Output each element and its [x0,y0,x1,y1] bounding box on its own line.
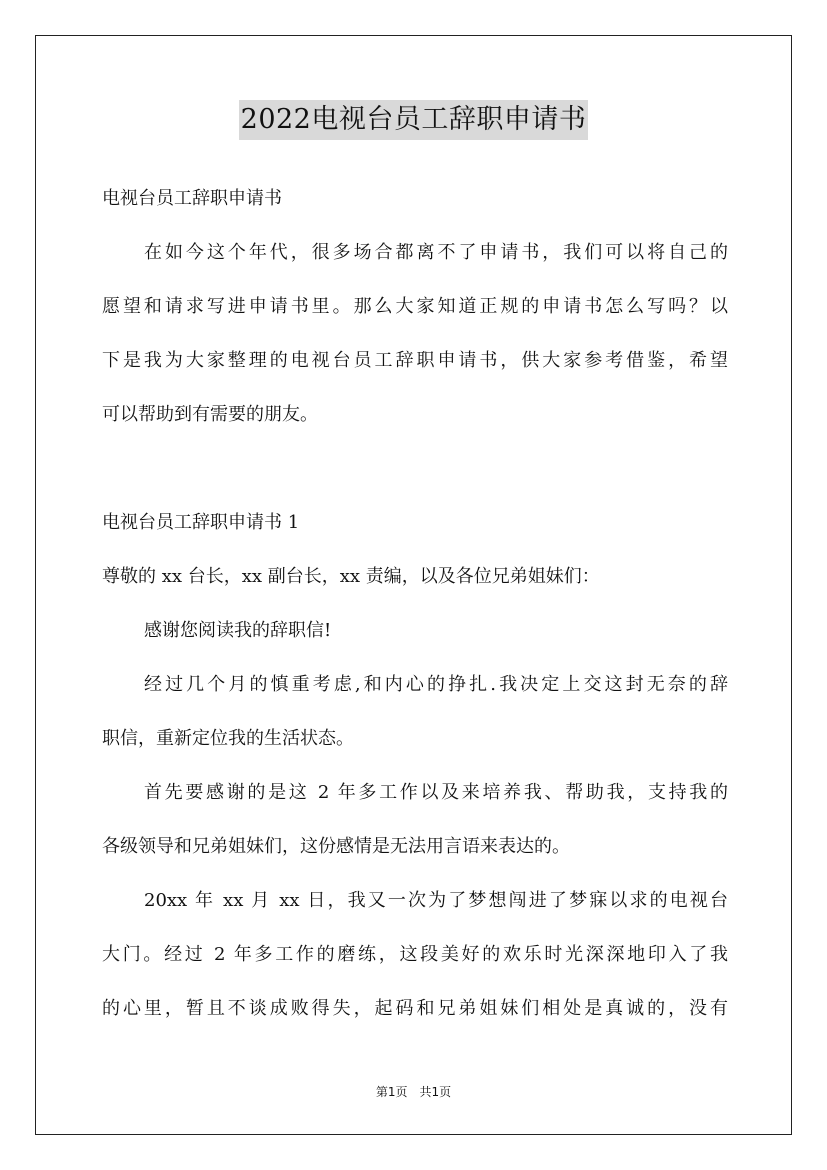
blank-line [102,442,728,496]
page-total: 共1页 [419,1085,452,1099]
paragraph-line: 职信，重新定位我的生活状态。 [102,728,354,749]
paragraph-line: 经过几个月的慎重考虑,和内心的挣扎.我决定上交这封无奈的辞 [144,674,728,695]
paragraph-line: 愿望和请求写进申请书里。那么大家知道正规的申请书怎么写吗？以 [102,296,728,317]
paragraph-line: 大门。经过 2 年多工作的磨练，这段美好的欢乐时光深深地印入了我 [102,944,728,965]
salutation-line: 尊敬的 xx 台长，xx 副台长，xx 责编，以及各位兄弟姐妹们： [102,566,600,587]
document-body [102,172,728,1036]
paragraph-line: 在如今这个年代，很多场合都离不了申请书，我们可以将自己的 [144,242,728,263]
paragraph-line: 各级领导和兄弟姐妹们，这份感情是无法用言语来表达的。 [102,836,570,857]
paragraph-line: 首先要感谢的是这 2 年多工作以及来培养我、帮助我，支持我的 [144,782,728,803]
paragraph-line: 可以帮助到有需要的朋友。 [102,404,318,425]
section-heading: 电视台员工辞职申请书 1 [102,512,300,533]
document-title: 2022电视台员工辞职申请书 [239,100,589,140]
title-container [0,100,827,140]
paragraph-line: 感谢您阅读我的辞职信! [144,620,332,641]
paragraph-line: 20xx 年 xx 月 xx 日，我又一次为了梦想闯进了梦寐以求的电视台 [144,890,728,911]
page-number: 第1页 [375,1085,408,1099]
paragraph-line: 下是我为大家整理的电视台员工辞职申请书，供大家参考借鉴，希望 [102,350,728,371]
paragraph-line: 的心里，暂且不谈成败得失，起码和兄弟姐妹们相处是真诚的，没有 [102,998,728,1019]
section-heading: 电视台员工辞职申请书 [102,188,282,209]
page-footer [0,1083,827,1100]
